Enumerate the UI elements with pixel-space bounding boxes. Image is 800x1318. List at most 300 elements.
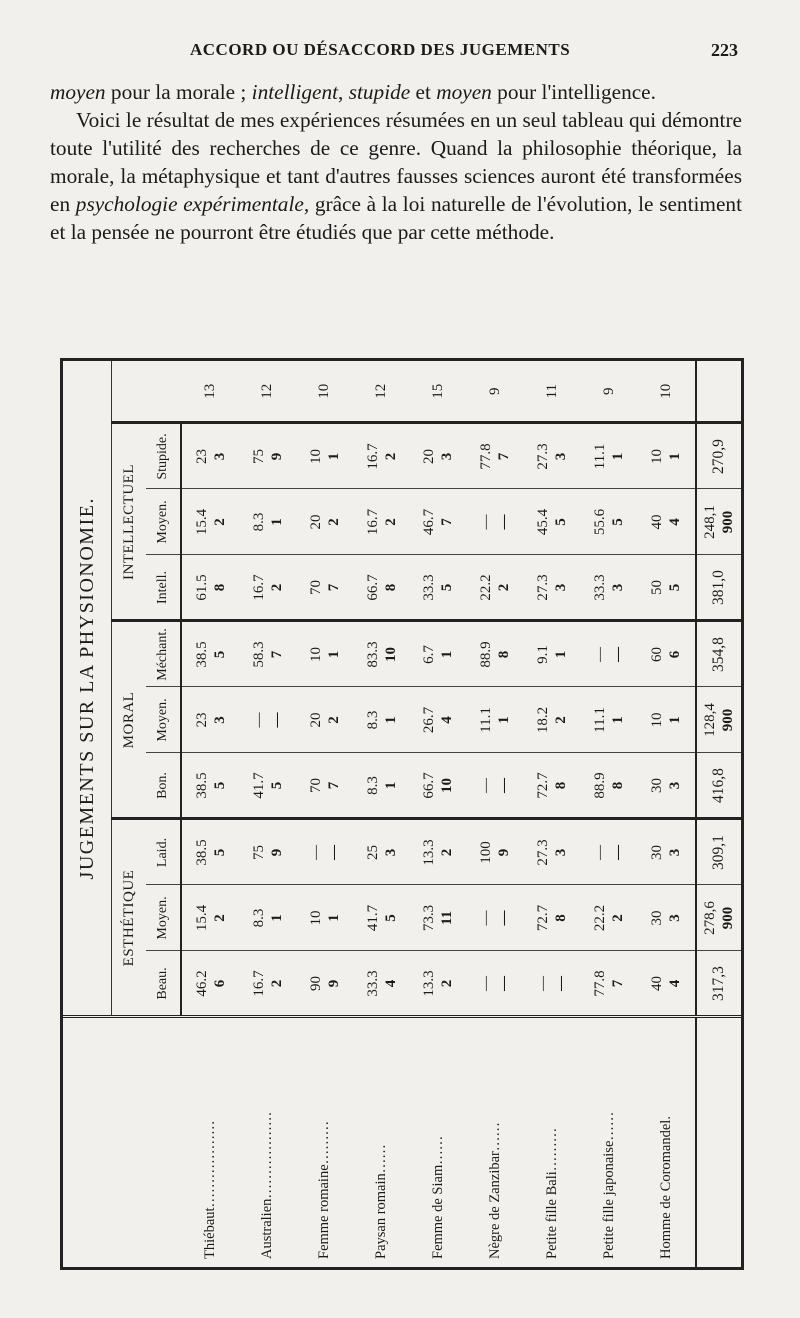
data-cell xyxy=(581,621,638,687)
italic-text: stupide xyxy=(348,80,411,104)
data-cell xyxy=(637,885,696,951)
data-cell xyxy=(581,687,638,753)
count-value: 1 xyxy=(667,716,684,724)
total-cell: 354,8 xyxy=(696,621,741,687)
data-cell xyxy=(181,687,239,753)
count-value: 3 xyxy=(553,452,570,461)
count-value: 8 xyxy=(496,650,513,659)
count-value: 3 xyxy=(610,583,627,592)
percent-value: 58.3 xyxy=(250,641,267,668)
row-label: Homme de Coromandel. xyxy=(637,1017,696,1267)
count-value: — xyxy=(496,910,513,926)
percent-value: 9.1 xyxy=(535,645,552,664)
data-cell xyxy=(637,621,696,687)
data-cell xyxy=(181,621,239,687)
count-value: 5 xyxy=(553,518,570,526)
count-value: 2 xyxy=(211,518,228,526)
count-value: 3 xyxy=(211,716,228,724)
data-cell xyxy=(637,819,696,885)
data-cell xyxy=(296,489,353,555)
respondent-count: 9 xyxy=(581,361,638,423)
percent-value: 46.2 xyxy=(193,970,210,997)
percent-value: 26.7 xyxy=(421,706,438,734)
count-value: — xyxy=(610,647,627,662)
count-value: 2 xyxy=(382,452,399,461)
count-value: 7 xyxy=(439,518,456,526)
group-header: MORAL xyxy=(112,621,147,819)
percent-value: — xyxy=(250,712,267,728)
data-cell xyxy=(239,687,296,753)
data-cell xyxy=(239,555,296,621)
data-cell xyxy=(467,819,524,885)
count-value: 1 xyxy=(610,716,627,724)
data-cell xyxy=(353,753,410,819)
count-value: 6 xyxy=(667,650,684,659)
row-label: Petite fille Bali……… xyxy=(524,1017,581,1267)
count-value: 6 xyxy=(211,979,228,988)
count-value: 5 xyxy=(610,518,627,526)
physiognomy-table xyxy=(63,361,741,1267)
data-cell xyxy=(353,621,410,687)
rotated-table-container xyxy=(63,361,741,1267)
text-run: grâce à la loi naturelle de l'évolution, le sentiment et la pensée ne pourront être étudiés que par cette méthode. xyxy=(50,192,742,244)
group-header: ESTHÉTIQUE xyxy=(112,819,147,1017)
percent-value: 6.7 xyxy=(421,645,438,664)
count-value: 9 xyxy=(268,452,285,461)
respondent-count: 12 xyxy=(353,361,410,423)
data-cell xyxy=(296,885,353,951)
data-cell xyxy=(410,819,467,885)
data-cell xyxy=(296,687,353,753)
percent-value: 75 xyxy=(250,845,267,860)
count-value: 1 xyxy=(667,452,684,461)
row-label: Paysan romain…… xyxy=(353,1017,410,1267)
table-title: JUGEMENTS SUR LA PHYSIONOMIE. xyxy=(63,361,112,1017)
data-cell xyxy=(181,753,239,819)
percent-value: 10 xyxy=(307,449,324,464)
count-value: 2 xyxy=(325,518,342,526)
paragraph xyxy=(50,78,742,106)
percent-value: 15.4 xyxy=(193,508,210,536)
italic-text: intelligent xyxy=(251,80,339,104)
data-cell xyxy=(581,489,638,555)
percent-value: 50 xyxy=(649,580,666,595)
data-cell xyxy=(353,951,410,1017)
data-cell xyxy=(353,555,410,621)
total-value: 248,1 xyxy=(702,505,718,539)
data-cell xyxy=(239,753,296,819)
text-run: pour l'intelligence. xyxy=(491,80,656,104)
total-cell: 416,8 xyxy=(696,753,741,819)
text-run: Voici le résultat de mes expériences résumées en un seul tableau qui démontre toute l'utilité des recherches de ce genre. Quand la philosophie théorique, la morale, la métaphysique et tant d'autres fausses sciences auront été transformées en xyxy=(50,108,742,216)
data-cell xyxy=(524,885,581,951)
totals-count-empty xyxy=(696,361,741,423)
count-value: 1 xyxy=(553,650,570,659)
table-title-row xyxy=(63,361,112,1267)
percent-value: 16.7 xyxy=(364,443,381,470)
percent-value: 72.7 xyxy=(535,904,552,932)
percent-value: 20 xyxy=(307,514,324,530)
percent-value: 41.7 xyxy=(364,904,381,932)
count-value: 5 xyxy=(667,583,684,592)
data-cell xyxy=(581,819,638,885)
percent-value: — xyxy=(478,910,495,926)
column-header: Méchant. xyxy=(146,621,181,687)
data-cell xyxy=(181,423,239,489)
count-value: 5 xyxy=(382,914,399,922)
count-value: 4 xyxy=(439,716,456,724)
count-header-empty xyxy=(112,361,182,423)
data-cell xyxy=(410,687,467,753)
count-value: 3 xyxy=(382,848,399,857)
column-header: Bon. xyxy=(146,753,181,819)
data-cell xyxy=(637,687,696,753)
data-cell xyxy=(467,555,524,621)
count-value: — xyxy=(268,712,285,728)
data-cell xyxy=(239,489,296,555)
data-cell xyxy=(637,489,696,555)
percent-value: 33.3 xyxy=(364,970,381,997)
count-value: 1 xyxy=(325,914,342,922)
total-cell: 317,3 xyxy=(696,951,741,1017)
percent-value: 60 xyxy=(649,647,666,662)
percent-value: 23 xyxy=(193,449,210,464)
percent-value: 11.1 xyxy=(592,707,609,733)
count-value: 2 xyxy=(268,979,285,988)
row-label: Nègre de Zanzibar…… xyxy=(467,1017,524,1267)
percent-value: 13.3 xyxy=(421,970,438,997)
count-value: 3 xyxy=(553,583,570,592)
percent-value: 66.7 xyxy=(421,772,438,799)
total-value: 278,6 xyxy=(702,901,718,935)
data-cell xyxy=(637,951,696,1017)
percent-value: — xyxy=(478,514,495,530)
percent-value: 77.8 xyxy=(478,443,495,470)
column-header: Moyen. xyxy=(146,687,181,753)
percent-value: 40 xyxy=(649,514,666,530)
totals-row xyxy=(696,361,741,1267)
percent-value: 38.5 xyxy=(193,772,210,799)
data-cell xyxy=(467,489,524,555)
count-value: 2 xyxy=(211,914,228,922)
data-cell xyxy=(296,555,353,621)
percent-value: 25 xyxy=(364,845,381,860)
percent-value: 22.2 xyxy=(478,574,495,601)
percent-value: 27.3 xyxy=(535,443,552,470)
percent-value: 38.5 xyxy=(193,839,210,866)
percent-value: 16.7 xyxy=(364,508,381,536)
data-cell xyxy=(637,555,696,621)
percent-value: 30 xyxy=(649,845,666,860)
group-header: INTELLECTUEL xyxy=(112,423,147,621)
percent-value: 88.9 xyxy=(592,772,609,799)
data-cell xyxy=(181,819,239,885)
count-value: 1 xyxy=(382,781,399,790)
count-value: 7 xyxy=(325,781,342,790)
count-value: 8 xyxy=(382,583,399,592)
count-value: 1 xyxy=(382,716,399,724)
count-value: 2 xyxy=(496,583,513,592)
data-cell xyxy=(296,621,353,687)
percent-value: 33.3 xyxy=(592,574,609,601)
percent-value: 23 xyxy=(193,712,210,728)
running-head xyxy=(178,34,738,62)
data-cell xyxy=(239,951,296,1017)
count-value: 3 xyxy=(667,848,684,857)
text-run: , xyxy=(338,80,349,104)
count-value: 5 xyxy=(211,781,228,790)
percent-value: 10 xyxy=(307,910,324,926)
percent-value: — xyxy=(478,976,495,991)
data-cell xyxy=(239,423,296,489)
percent-value: 20 xyxy=(307,712,324,728)
respondent-count: 10 xyxy=(637,361,696,423)
table-row xyxy=(353,361,410,1267)
percent-value: 8.3 xyxy=(364,710,381,730)
percent-value: 8.3 xyxy=(250,512,267,532)
data-cell xyxy=(353,489,410,555)
percent-value: 33.3 xyxy=(421,574,438,601)
running-head-title: ACCORD OU DÉSACCORD DES JUGEMENTS xyxy=(190,40,571,59)
count-value: 5 xyxy=(211,848,228,857)
data-cell xyxy=(524,423,581,489)
data-cell xyxy=(410,621,467,687)
total-cell: 381,0 xyxy=(696,555,741,621)
body-text xyxy=(50,78,742,246)
table-row xyxy=(296,361,353,1267)
data-cell xyxy=(581,951,638,1017)
percent-value: 30 xyxy=(649,778,666,793)
respondent-count: 12 xyxy=(239,361,296,423)
count-value: 9 xyxy=(325,979,342,988)
italic-text: moyen xyxy=(436,80,492,104)
total-value: 128,4 xyxy=(702,703,718,737)
percent-value: 77.8 xyxy=(592,970,609,997)
count-value: — xyxy=(610,845,627,860)
table-row xyxy=(467,361,524,1267)
data-cell xyxy=(637,423,696,489)
percent-value: 8.3 xyxy=(364,776,381,795)
percent-value: 10 xyxy=(307,647,324,662)
percent-value: 20 xyxy=(421,449,438,464)
data-cell xyxy=(524,489,581,555)
respondent-count: 10 xyxy=(296,361,353,423)
percent-value: 55.6 xyxy=(592,508,609,536)
data-cell xyxy=(239,885,296,951)
page-number: 223 xyxy=(711,40,738,60)
text-run: pour la morale ; xyxy=(105,80,252,104)
count-value: 3 xyxy=(553,848,570,857)
data-cell xyxy=(410,423,467,489)
data-cell xyxy=(467,687,524,753)
data-cell xyxy=(637,753,696,819)
table-row xyxy=(581,361,638,1267)
percent-value: 38.5 xyxy=(193,641,210,668)
percent-value: 40 xyxy=(649,976,666,991)
count-value: 1 xyxy=(325,650,342,659)
column-header: Beau. xyxy=(146,951,181,1017)
data-cell xyxy=(353,885,410,951)
count-value: 3 xyxy=(667,914,684,922)
percent-value: 10 xyxy=(649,449,666,464)
total-cell xyxy=(696,687,741,753)
totals-label-empty xyxy=(696,1017,741,1267)
data-cell xyxy=(181,951,239,1017)
respondent-count: 15 xyxy=(410,361,467,423)
count-value: 5 xyxy=(268,781,285,790)
percent-value: 70 xyxy=(307,778,324,793)
data-cell xyxy=(353,819,410,885)
count-value: 1 xyxy=(496,716,513,724)
percent-value: 100 xyxy=(478,841,495,864)
count-value: 2 xyxy=(439,979,456,988)
data-cell xyxy=(467,885,524,951)
data-cell xyxy=(296,951,353,1017)
percent-value: — xyxy=(592,845,609,860)
count-value: 7 xyxy=(496,452,513,461)
data-cell xyxy=(410,951,467,1017)
count-value: 1 xyxy=(610,452,627,461)
count-value: 1 xyxy=(268,914,285,922)
data-cell xyxy=(353,687,410,753)
count-value: 8 xyxy=(553,914,570,922)
row-label: Thiébaut……………… xyxy=(181,1017,239,1267)
count-value: 2 xyxy=(553,716,570,724)
data-cell xyxy=(353,423,410,489)
count-value: 9 xyxy=(496,848,513,857)
data-cell xyxy=(581,753,638,819)
data-cell xyxy=(410,885,467,951)
empty-corner xyxy=(63,1017,181,1267)
count-value: 1 xyxy=(325,452,342,461)
row-label: Femme romaine……… xyxy=(296,1017,353,1267)
data-cell xyxy=(524,753,581,819)
table-row xyxy=(637,361,696,1267)
percent-value: — xyxy=(307,845,324,860)
data-cell xyxy=(524,621,581,687)
percent-value: 90 xyxy=(307,976,324,991)
count-value: 3 xyxy=(667,781,684,790)
data-cell xyxy=(581,423,638,489)
percent-value: 61.5 xyxy=(193,574,210,601)
data-cell xyxy=(239,621,296,687)
count-value: 11 xyxy=(439,910,456,926)
data-cell xyxy=(296,753,353,819)
percent-value: 30 xyxy=(649,910,666,926)
count-value: 4 xyxy=(667,518,684,526)
count-value: — xyxy=(496,778,513,793)
data-cell xyxy=(524,819,581,885)
count-value: 1 xyxy=(268,518,285,526)
percent-value: 11.1 xyxy=(478,707,495,733)
count-value: 10 xyxy=(382,647,399,662)
data-cell xyxy=(181,885,239,951)
percent-value: 11.1 xyxy=(592,443,609,470)
percent-value: 66.7 xyxy=(364,574,381,601)
count-value: 7 xyxy=(268,650,285,659)
percent-value: 18.2 xyxy=(535,706,552,734)
total-cell xyxy=(696,885,741,951)
data-cell xyxy=(410,753,467,819)
table-row xyxy=(524,361,581,1267)
percent-value: 27.3 xyxy=(535,574,552,601)
count-value: 2 xyxy=(382,518,399,526)
percent-value: 83.3 xyxy=(364,641,381,668)
data-cell xyxy=(581,885,638,951)
column-header: Laid. xyxy=(146,819,181,885)
total-cell: 309,1 xyxy=(696,819,741,885)
count-value: 1 xyxy=(439,650,456,659)
count-value: 5 xyxy=(211,650,228,659)
percent-value: 70 xyxy=(307,580,324,595)
data-cell xyxy=(467,621,524,687)
data-cell xyxy=(239,819,296,885)
percent-value: 15.4 xyxy=(193,904,210,932)
percent-value: — xyxy=(592,647,609,662)
data-cell xyxy=(296,819,353,885)
count-value: — xyxy=(325,845,342,860)
percent-value: 88.9 xyxy=(478,641,495,668)
count-value: 2 xyxy=(325,716,342,724)
count-value: 2 xyxy=(610,914,627,922)
count-value: 7 xyxy=(325,583,342,592)
count-value: 5 xyxy=(439,583,456,592)
percent-value: 10 xyxy=(649,712,666,728)
row-label: Femme de Siam…… xyxy=(410,1017,467,1267)
total-cell xyxy=(696,489,741,555)
row-label: Petite fille japonaise…… xyxy=(581,1017,638,1267)
data-cell xyxy=(296,423,353,489)
group-total-value: 900 xyxy=(720,708,736,732)
italic-text: psychologie expérimentale, xyxy=(75,192,310,216)
text-run: et xyxy=(410,80,437,104)
count-value: — xyxy=(496,976,513,991)
paragraph xyxy=(50,106,742,246)
italic-text: moyen xyxy=(50,80,106,104)
percent-value: 75 xyxy=(250,449,267,464)
table-row xyxy=(181,361,239,1267)
row-label: Australien……………… xyxy=(239,1017,296,1267)
count-value: 2 xyxy=(439,848,456,857)
percent-value: 73.3 xyxy=(421,904,438,932)
data-cell xyxy=(524,951,581,1017)
count-value: 8 xyxy=(553,781,570,790)
column-header: Moyen. xyxy=(146,885,181,951)
data-cell xyxy=(524,555,581,621)
percent-value: 46.7 xyxy=(421,508,438,536)
percent-value: 41.7 xyxy=(250,772,267,799)
count-value: — xyxy=(553,976,570,991)
group-total-value: 900 xyxy=(720,510,736,534)
table-row xyxy=(410,361,467,1267)
data-cell xyxy=(581,555,638,621)
percent-value: 72.7 xyxy=(535,772,552,799)
count-value: 10 xyxy=(439,778,456,793)
count-value: 3 xyxy=(211,452,228,461)
respondent-count: 11 xyxy=(524,361,581,423)
count-value: 4 xyxy=(667,979,684,988)
percent-value: 22.2 xyxy=(592,904,609,932)
column-header: Stupide. xyxy=(146,423,181,489)
total-cell: 270,9 xyxy=(696,423,741,489)
count-value: 3 xyxy=(439,452,456,461)
percent-value: 16.7 xyxy=(250,970,267,997)
count-value: 8 xyxy=(211,583,228,592)
count-value: 2 xyxy=(268,583,285,592)
data-cell xyxy=(467,951,524,1017)
percent-value: — xyxy=(535,976,552,991)
count-value: 7 xyxy=(610,979,627,988)
